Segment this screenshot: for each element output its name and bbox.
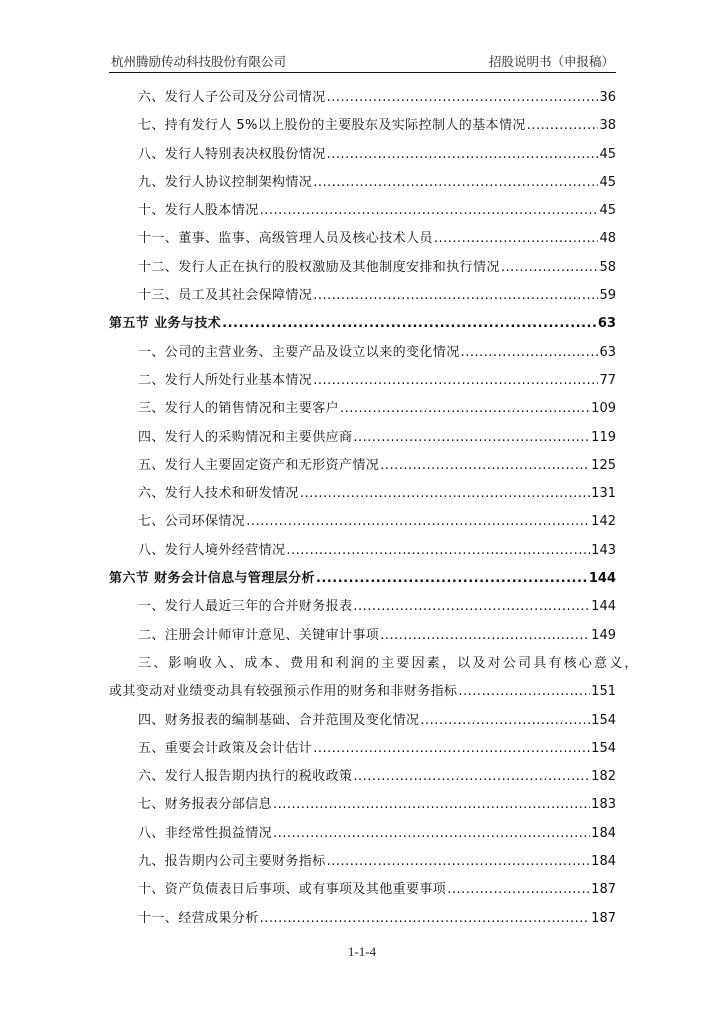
toc-entry[interactable] [109,508,616,536]
page-number: 1-1-4 [347,944,377,959]
toc-entry-title: 九、报告期内公司主要财务指标 [138,854,326,870]
toc-leader-dots [501,254,599,282]
toc-entry[interactable] [109,763,616,791]
toc-entry-title: 第五节 业务与技术 [109,316,222,332]
toc-entry[interactable] [109,537,616,565]
toc-entry[interactable] [109,395,616,423]
toc-entry[interactable] [109,254,616,282]
toc-entry-page: 45 [599,203,616,219]
toc-entry[interactable] [109,593,616,621]
toc-leader-dots [353,763,590,791]
toc-entry-title: 十、发行人股本情况 [138,203,259,219]
toc-entry-title: 二、发行人所处行业基本情况 [138,372,313,388]
toc-entry-title: 八、非经常性损益情况 [138,825,273,841]
toc-entry[interactable] [109,169,616,197]
toc-leader-dots [286,537,590,565]
toc-leader-dots [313,367,598,395]
toc-entry-title: 六、发行人子公司及分公司情况 [138,90,326,105]
toc-entry-title: 五、重要会计政策及会计估计 [138,740,313,756]
page-header [109,52,616,72]
table-of-contents [109,84,640,933]
toc-entry-title: 七、持有发行人 5%以上股份的主要股东及实际控制人的基本情况 [138,118,526,134]
toc-leader-dots [313,735,590,763]
toc-entry[interactable] [109,791,616,819]
toc-entry-title: 五、发行人主要固定资产和无形资产情况 [138,457,380,473]
toc-entry-page: 143 [591,542,616,558]
toc-entry[interactable] [109,876,616,904]
toc-entry[interactable] [109,735,616,763]
toc-entry-page: 45 [599,174,616,190]
toc-leader-dots [273,791,590,819]
toc-entry[interactable] [109,480,616,508]
toc-entry-page: 149 [591,627,616,643]
toc-entry[interactable] [109,707,616,735]
header-document-title: 招股说明书（申报稿） [488,54,614,69]
toc-leader-dots [246,508,590,536]
toc-entry-page: 119 [591,429,616,445]
toc-entry-page: 36 [599,90,616,105]
toc-entry-title: 六、发行人报告期内执行的税收政策 [138,769,353,785]
toc-entry[interactable] [109,282,616,310]
toc-entry-page: 109 [591,401,616,417]
toc-leader-dots [353,424,590,452]
toc-entry-page: 183 [591,797,616,813]
toc-entry-title: 十一、经营成果分析 [138,910,259,926]
toc-entry-page: 144 [588,571,616,587]
toc-entry-title: 十一、董事、监事、高级管理人员及核心技术人员 [138,231,433,247]
toc-entry[interactable] [109,622,616,650]
toc-entry-title: 七、公司环保情况 [138,514,246,530]
toc-leader-dots [380,622,590,650]
toc-leader-dots [327,848,591,876]
toc-leader-dots [313,169,598,197]
toc-leader-dots [316,565,588,593]
toc-entry-page: 187 [591,882,616,898]
toc-entry-title: 第六节 财务会计信息与管理层分析 [109,571,315,587]
toc-entry-page: 63 [597,316,616,332]
toc-leader-dots [313,282,598,310]
toc-entry-page: 184 [591,854,616,870]
toc-section-entry[interactable] [109,565,616,593]
header-divider [109,72,616,73]
toc-entry-title: 二、注册会计师审计意见、关键审计事项 [138,627,380,643]
toc-leader-dots [447,876,590,904]
toc-entry[interactable] [109,650,640,678]
toc-entry-title: 三、发行人的销售情况和主要客户 [138,401,340,417]
toc-entry-page: 48 [599,231,616,247]
toc-entry-title: 六、发行人技术和研发情况 [138,486,299,502]
toc-leader-dots [420,707,590,735]
toc-entry-title: 十、资产负债表日后事项、或有事项及其他重要事项 [138,882,447,898]
toc-entry-title: 四、发行人的采购情况和主要供应商 [138,429,353,445]
header-company-name: 杭州腾励传动科技股份有限公司 [111,54,287,69]
toc-entry-page: 59 [599,288,616,304]
toc-leader-dots [434,225,599,253]
toc-entry-title: 三、影响收入、成本、费用和利润的主要因素，以及对公司具有核心意义， [138,655,640,671]
toc-entry-title: 八、发行人特别表决权股份情况 [138,146,326,162]
toc-entry[interactable] [109,452,616,480]
toc-entry-page: 182 [591,769,616,785]
toc-entry[interactable] [109,848,616,876]
toc-entry[interactable] [109,678,616,706]
toc-entry-page: 125 [591,457,616,473]
toc-entry-page: 45 [599,146,616,162]
toc-entry[interactable] [109,84,616,112]
toc-leader-dots [260,905,591,933]
toc-entry-page: 154 [591,740,616,756]
toc-entry-title: 十三、员工及其社会保障情况 [138,288,313,304]
toc-entry-page: 151 [591,684,616,700]
toc-leader-dots [461,339,599,367]
toc-entry-title: 八、发行人境外经营情况 [138,542,286,558]
toc-entry[interactable] [109,367,616,395]
toc-entry-page: 63 [599,344,616,360]
toc-entry-title: 四、财务报表的编制基础、合并范围及变化情况 [138,712,420,728]
toc-leader-dots [273,820,590,848]
toc-entry[interactable] [109,141,616,169]
toc-leader-dots [458,678,590,706]
toc-entry-page: 187 [591,910,616,926]
toc-entry-title: 一、发行人最近三年的合并财务报表 [138,599,353,615]
toc-entry[interactable] [109,820,616,848]
toc-entry[interactable] [109,197,616,225]
toc-leader-dots [327,141,599,169]
toc-leader-dots [380,452,590,480]
toc-entry[interactable] [109,225,616,253]
toc-leader-dots [353,593,590,621]
toc-entry-page: 184 [591,825,616,841]
toc-entry-page: 142 [591,514,616,530]
toc-entry-page: 58 [599,259,616,275]
toc-entry-page: 77 [599,372,616,388]
toc-leader-dots [340,395,590,423]
toc-entry-title: 或其变动对业绩变动具有较强预示作用的财务和非财务指标 [109,684,458,700]
toc-entry-page: 154 [591,712,616,728]
toc-section-entry[interactable] [109,310,616,338]
toc-leader-dots [527,112,599,140]
toc-entry[interactable] [109,339,616,367]
toc-entry[interactable] [109,112,616,140]
toc-leader-dots [300,480,590,508]
toc-leader-dots [222,310,597,338]
toc-entry-title: 九、发行人协议控制架构情况 [138,174,313,190]
toc-entry-page: 131 [591,486,616,502]
toc-entry[interactable] [109,905,616,933]
toc-entry[interactable] [109,424,616,452]
toc-entry-title: 七、财务报表分部信息 [138,797,273,813]
toc-leader-dots [327,84,599,112]
toc-leader-dots [260,197,599,225]
toc-entry-page: 38 [599,118,616,134]
toc-entry-title: 十二、发行人正在执行的股权激励及其他制度安排和执行情况 [138,259,500,275]
toc-entry-page: 144 [591,599,616,615]
toc-entry-title: 一、公司的主营业务、主要产品及设立以来的变化情况 [138,344,460,360]
